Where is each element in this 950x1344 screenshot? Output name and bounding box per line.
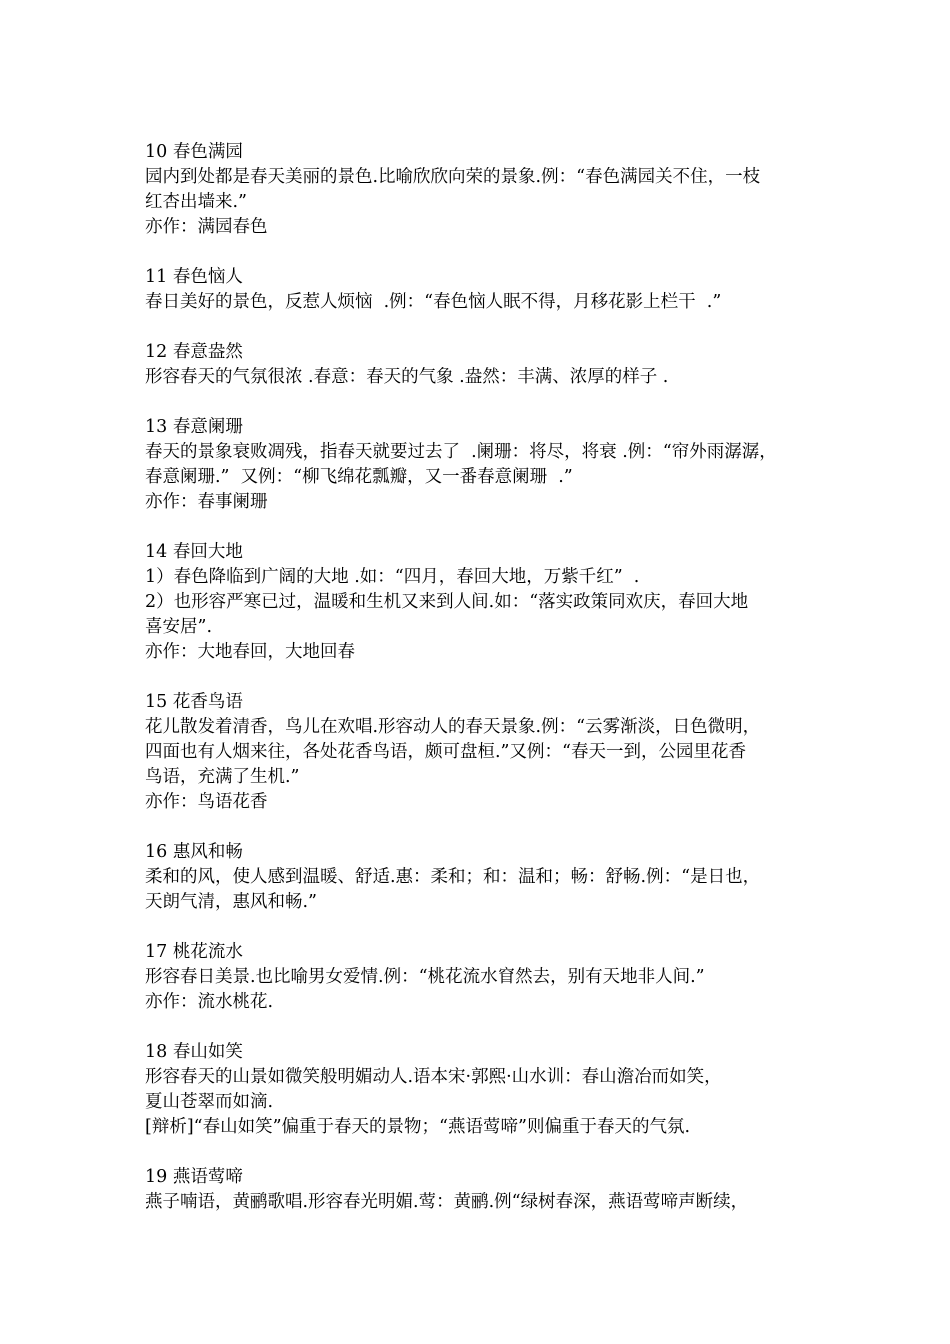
idiom-text-line: 1）春色降临到广阔的大地 .如：“四月，春回大地，万紫千红” .	[145, 567, 640, 587]
idiom-text-line: 形容春天的山景如微笑般明媚动人.语本宋·郭熙·山水训：春山澹冶而如笑，	[145, 1067, 722, 1087]
document-body	[145, 140, 825, 1240]
idiom-text-line: 2）也形容严寒已过，温暖和生机又来到人间.如：“落实政策同欢庆，春回大地	[145, 592, 749, 612]
idiom-text-line: 形容春日美景.也比喻男女爱情.例：“桃花流水窅然去，别有天地非人间.”	[145, 967, 705, 987]
idiom-text-line: 四面也有人烟来往，各处花香鸟语，颇可盘桓.”又例：“春天一到，公园里花香	[145, 742, 746, 762]
idiom-text-line: [辩析]“春山如笑”偏重于春天的景物；“燕语莺啼”则偏重于春天的气氛.	[145, 1117, 691, 1137]
idiom-title: 11 春色恼人	[145, 267, 243, 287]
idiom-text-line: 燕子喃语，黄鹂歌唱.形容春光明媚.莺：黄鹂.例“绿树春深，燕语莺啼声断续，	[145, 1192, 749, 1212]
idiom-entry	[145, 540, 825, 665]
idiom-text-line: 夏山苍翠而如滴.	[145, 1092, 274, 1112]
idiom-entry	[145, 1165, 825, 1215]
idiom-entry	[145, 940, 825, 1015]
idiom-text-line: 春日美好的景色，反惹人烦恼 .例：“春色恼人眠不得，月移花影上栏干 .”	[145, 292, 722, 312]
idiom-title: 14 春回大地	[145, 542, 243, 562]
idiom-title: 15 花香鸟语	[145, 692, 243, 712]
idiom-entry	[145, 1040, 825, 1140]
idiom-title: 13 春意阑珊	[145, 417, 243, 437]
idiom-entry	[145, 415, 825, 515]
idiom-text-line: 春意阑珊.” 又例：“柳飞绵花瓢瓣，又一番春意阑珊 .”	[145, 467, 573, 487]
idiom-title: 17 桃花流水	[145, 942, 243, 962]
idiom-title: 12 春意盎然	[145, 342, 243, 362]
idiom-text-line: 亦作：春事阑珊	[145, 492, 268, 512]
idiom-text-line: 亦作：鸟语花香	[145, 792, 268, 812]
idiom-text-line: 天朗气清，惠风和畅.”	[145, 892, 318, 912]
idiom-text-line: 花儿散发着清香，鸟儿在欢唱.形容动人的春天景象.例：“云雾渐淡，日色微明，	[145, 717, 761, 737]
idiom-text-line: 喜安居”.	[145, 617, 213, 637]
idiom-entry	[145, 140, 825, 240]
idiom-text-line: 红杏出墙来.”	[145, 192, 248, 212]
idiom-entry	[145, 265, 825, 315]
idiom-title: 19 燕语莺啼	[145, 1167, 243, 1187]
idiom-text-line: 园内到处都是春天美丽的景色.比喻欣欣向荣的景象.例：“春色满园关不住，一枝	[145, 167, 761, 187]
idiom-text-line: 亦作：流水桃花.	[145, 992, 274, 1012]
idiom-text-line: 柔和的风，使人感到温暖、舒适.惠：柔和；和：温和；畅：舒畅.例：“是日也，	[145, 867, 761, 887]
idiom-entry	[145, 690, 825, 815]
idiom-title: 16 惠风和畅	[145, 842, 243, 862]
idiom-text-line: 亦作：满园春色	[145, 217, 268, 237]
idiom-text-line: 形容春天的气氛很浓 .春意：春天的气象 .盎然：丰满、浓厚的样子 .	[145, 367, 669, 387]
idiom-title: 10 春色满园	[145, 142, 243, 162]
idiom-text-line: 鸟语，充满了生机.”	[145, 767, 300, 787]
idiom-entry	[145, 340, 825, 390]
idiom-title: 18 春山如笑	[145, 1042, 243, 1062]
idiom-entry	[145, 840, 825, 915]
idiom-text-line: 亦作：大地春回，大地回春	[145, 642, 355, 662]
idiom-text-line: 春天的景象衰败凋残，指春天就要过去了 .阑珊：将尽，将衰 .例：“帘外雨潺潺，	[145, 442, 777, 462]
